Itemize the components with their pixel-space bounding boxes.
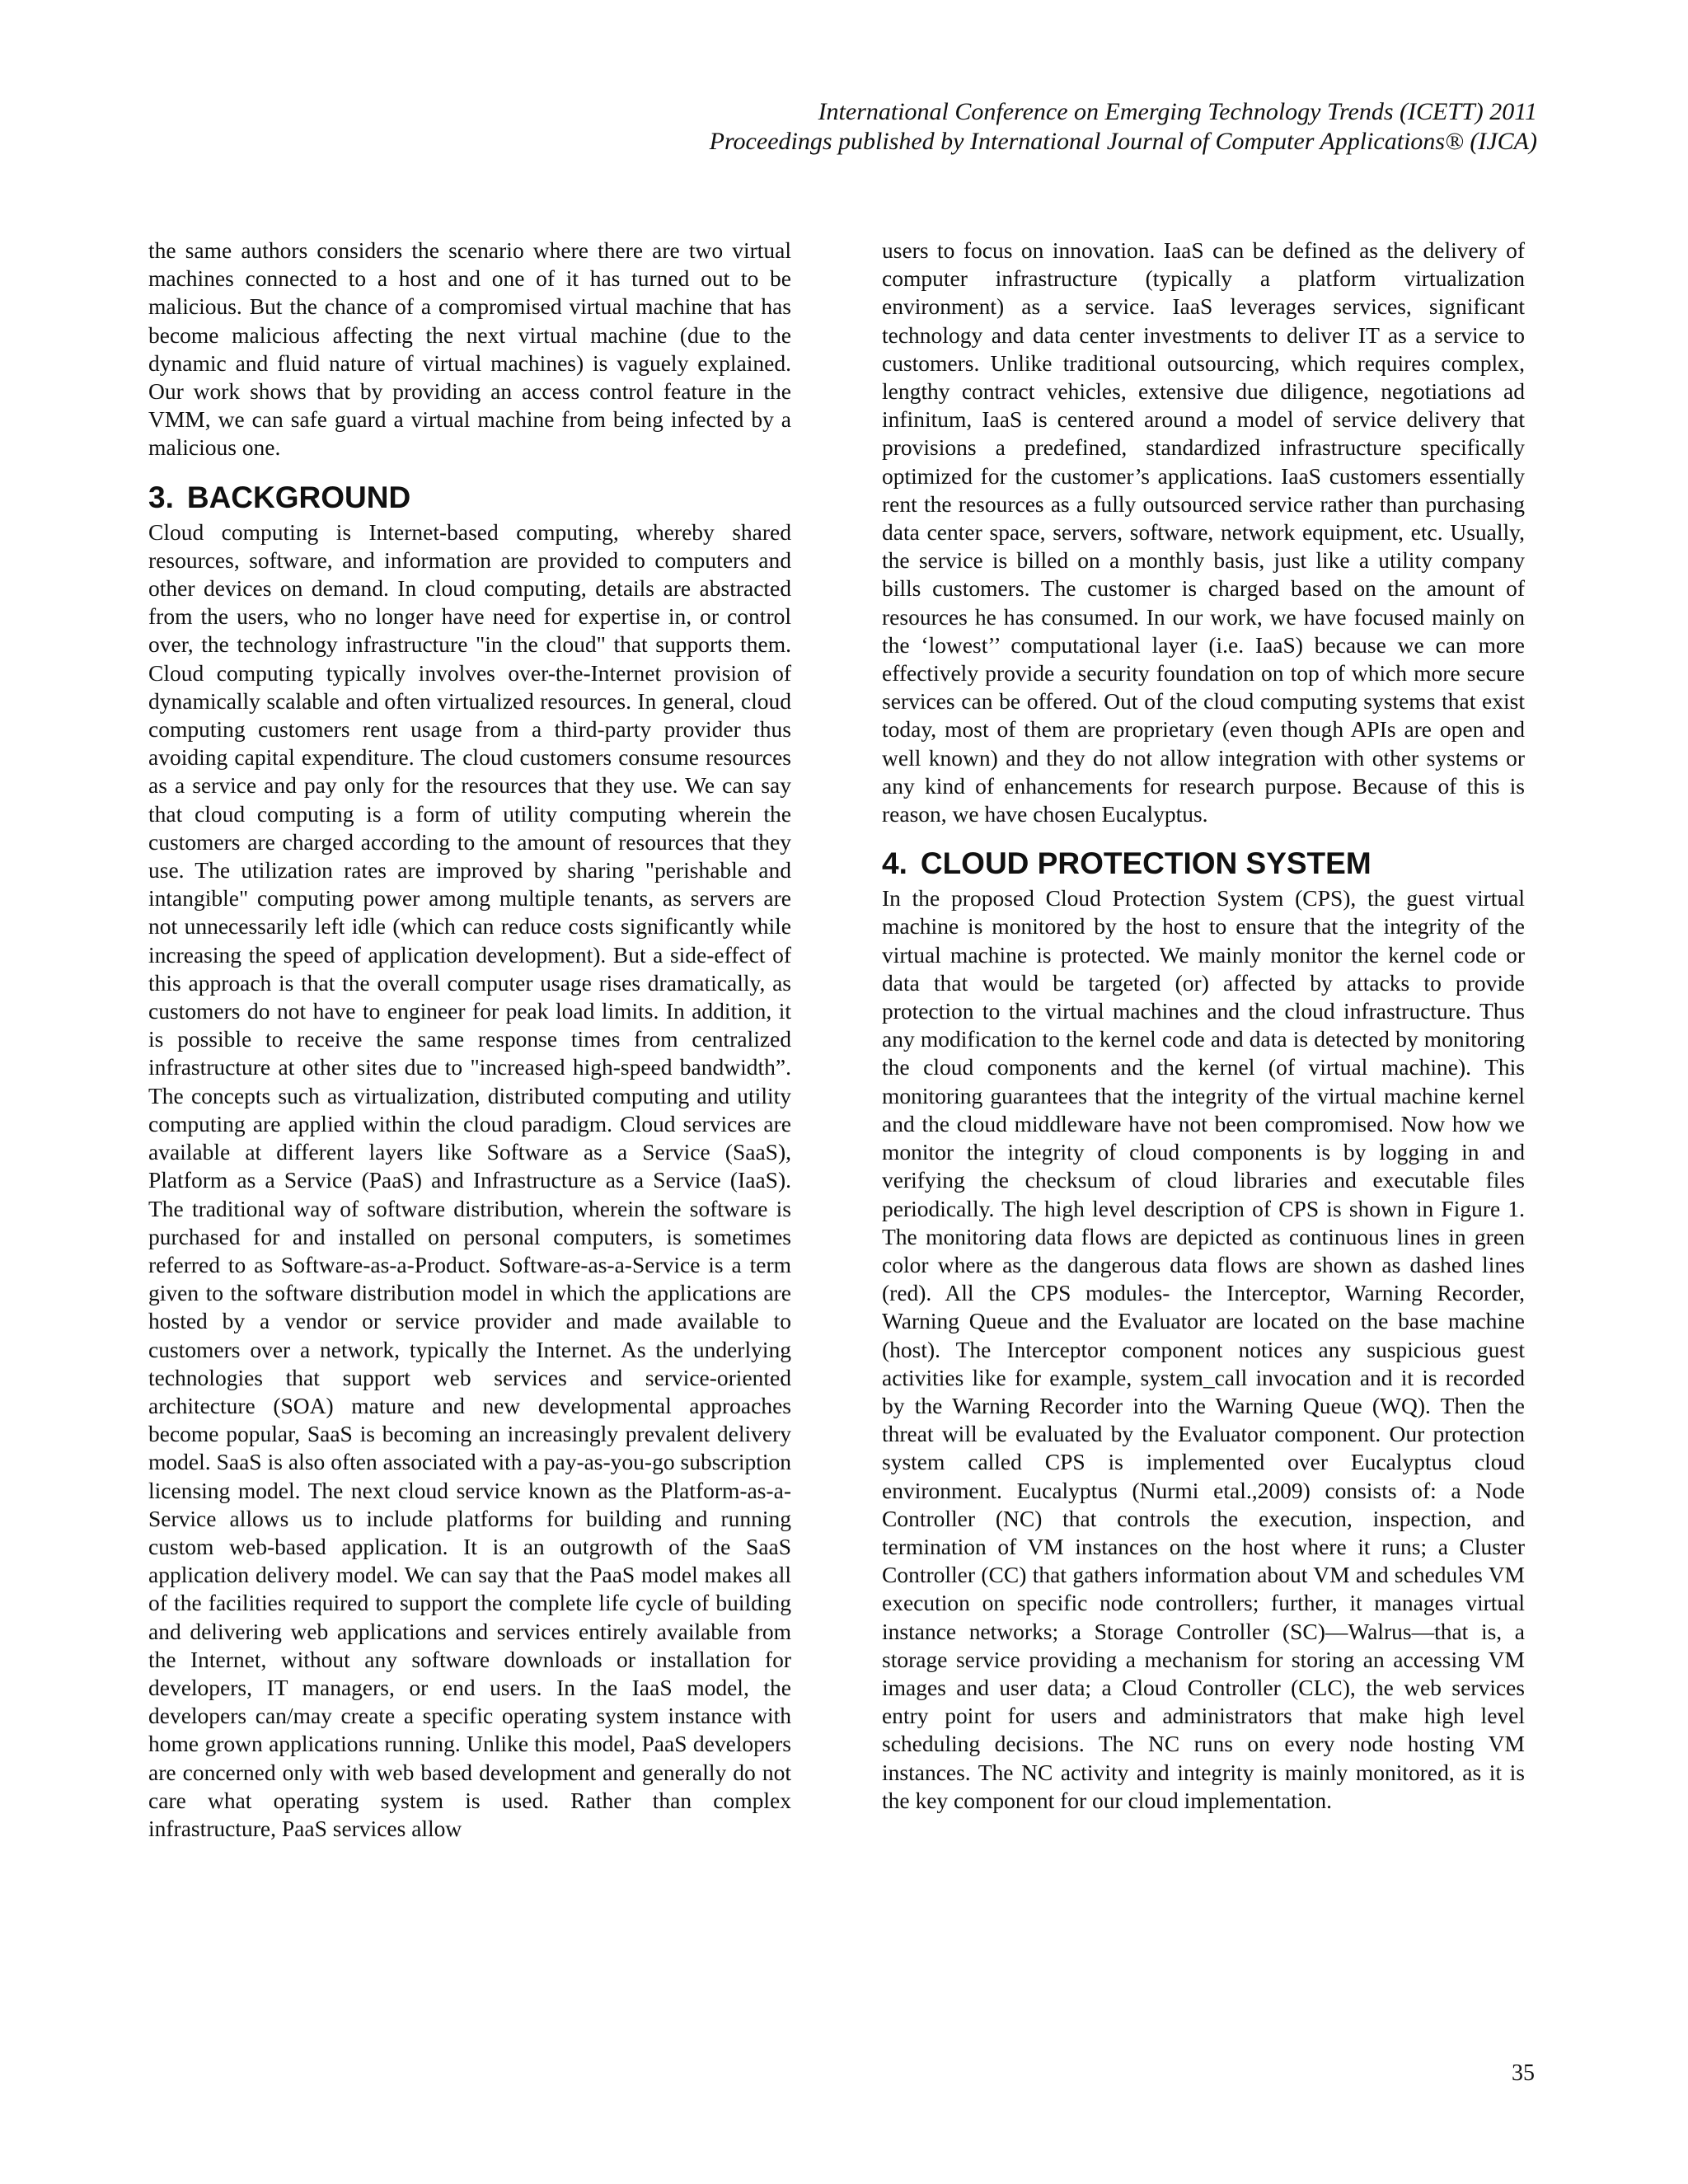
cloud-protection-paragraph: In the proposed Cloud Protection System (CPS), the guest virtual machine is monitored by the host to ensure that the integrity of the virtual machine is protected. We mainly monitor the kernel code or data that would be targeted (or) affected by attacks to provide protection to the virtual machines and the cloud infrastructure. Thus any modification to the kernel code and data is detected by monitoring the cloud components and the kernel (of virtual machine). This monitoring guarantees that the integrity of the virtual machine kernel and the cloud middleware have not been compromised. Now how we monitor the integrity of cloud components is by logging in and verifying the checksum of cloud libraries and executable files periodically. The high level description of CPS is shown in Figure 1. The monitoring data flows are depicted as continuous lines in green color where as the dangerous data flows are shown as dashed lines (red). All the CPS modules- the Interceptor, Warning Recorder, Warning Queue and the Evaluator are located on the base machine (host). The Interceptor component notices any suspicious guest activities like for example, system_call invocation and it is recorded by the Warning Recorder into the Warning Queue (WQ). Then the threat will be evaluated by the Evaluator component. Our protection system called CPS is implemented over Eucalyptus cloud environment. Eucalyptus (Nurmi etal.,2009) consists of: a Node Controller (NC) that controls the execution, inspection, and termination of VM instances on the host where it runs; a Cluster Controller (CC) that gathers information about VM and schedules VM execution on specific node controllers; further, it manages virtual instance networks; a Storage Controller (SC)—Walrus—that is, a storage service providing a mechanism for storing an accessing VM images and user data; a Cloud Controller (CLC), the web services entry point for users and administrators that make high level scheduling decisions. The NC runs on every node hosting VM instances. The NC activity and integrity is mainly monitored, as it is the key component for our cloud implementation.	[882, 885, 1525, 1813]
section-4-heading	[882, 846, 1525, 881]
continued-paragraph: users to focus on innovation. IaaS can be defined as the delivery of computer infrastructure (typically a platform virtualization environment) as a service. IaaS leverages services, significant technology and data center investments to deliver IT as a service to customers. Unlike traditional outsourcing, which requires complex, lengthy contract vehicles, extensive due diligence, negotiations ad infinitum, IaaS is centered around a model of service delivery that provisions a predefined, standardized infrastructure specifically optimized for the customer’s applications. IaaS customers essentially rent the resources as a fully outsourced service rather than purchasing data center space, servers, software, network equipment, etc. Usually, the service is billed on a monthly basis, just like a utility company bills customers. The customer is charged based on the amount of resources he has consumed. In our work, we have focused mainly on the ‘lowest’’ computational layer (i.e. IaaS) because we can more effectively provide a security foundation on top of which more secure services can be offered. Out of the cloud computing systems that exist today, most of them are proprietary (even though APIs are open and well known) and they do not allow integration with other systems or any kind of enhancements for research purpose. Because of this is reason, we have chosen Eucalyptus.	[882, 237, 1525, 827]
header-conference-line: International Conference on Emerging Technology Trends (ICETT) 2011	[818, 98, 1537, 125]
running-header	[383, 97, 1537, 157]
section-3-heading	[148, 480, 791, 515]
right-column	[882, 237, 1525, 1815]
section-4-title: CLOUD PROTECTION SYSTEM	[920, 846, 1372, 881]
background-paragraph: Cloud computing is Internet-based computing, whereby shared resources, software, and information are provided to computers and other devices on demand. In cloud computing, details are abstracted from the users, who no longer have need for expertise in, or control over, the technology infrastructure "in the cloud" that supports them. Cloud computing typically involves over-the-Internet provision of dynamically scalable and often virtualized resources. In general, cloud computing customers rent usage from a third-party provider thus avoiding capital expenditure. The cloud customers consume resources as a service and pay only for the resources that they use. We can say that cloud computing is a form of utility computing wherein the customers are charged according to the amount of resources that they use. The utilization rates are improved by sharing "perishable and intangible" computing power among multiple tenants, as servers are not unnecessarily left idle (which can reduce costs significantly while increasing the speed of application development). But a side-effect of this approach is that the overall computer usage rises dramatically, as customers do not have to engineer for peak load limits. In addition, it is possible to receive the same response times from centralized infrastructure at other sites due to "increased high-speed bandwidth”. The concepts such as virtualization, distributed computing and utility computing are applied within the cloud paradigm. Cloud services are available at different layers like Software as a Service (SaaS), Platform as a Service (PaaS) and Infrastructure as a Service (IaaS). The traditional way of software distribution, wherein the software is purchased for and installed on personal computers, is sometimes referred to as Software-as-a-Product. Software-as-a-Service is a term given to the software distribution model in which the applications are hosted by a vendor or service provider and made available to customers over a network, typically the Internet. As the underlying technologies that support web services and service-oriented architecture (SOA) mature and new developmental approaches become popular, SaaS is becoming an increasingly prevalent delivery model. SaaS is also often associated with a pay-as-you-go subscription licensing model. The next cloud service known as the Platform-as-a-Service allows us to include platforms for building and running custom web-based application. It is an outgrowth of the SaaS application delivery model. We can say that the PaaS model makes all of the facilities required to support the complete life cycle of building and delivering web applications and services entirely available from the Internet, without any software downloads or installation for developers, IT managers, or end users. In the IaaS model, the developers can/may create a specific operating system instance with home grown applications running. Unlike this model, PaaS developers are concerned only with web based development and generally do not care what operating system is used. Rather than complex infrastructure, PaaS services allow	[148, 518, 791, 1841]
intro-paragraph: the same authors considers the scenario where there are two virtual machines connected to a host and one of it has turned out to be malicious. But the chance of a compromised virtual machine that has become malicious affecting the next virtual machine (due to the dynamic and fluid nature of virtual machines) is vaguely explained. Our work shows that by providing an access control feature in the VMM, we can safe guard a virtual machine from being infected by a malicious one.	[148, 237, 791, 461]
section-4-number: 4.	[882, 846, 907, 881]
header-proceedings-line: Proceedings published by International Journal of Computer Applications® (IJCA)	[709, 128, 1537, 155]
page-number: 35	[1512, 2060, 1535, 2086]
left-column	[148, 237, 791, 1843]
section-3-title: BACKGROUND	[186, 480, 411, 514]
section-3-number: 3.	[148, 480, 174, 514]
